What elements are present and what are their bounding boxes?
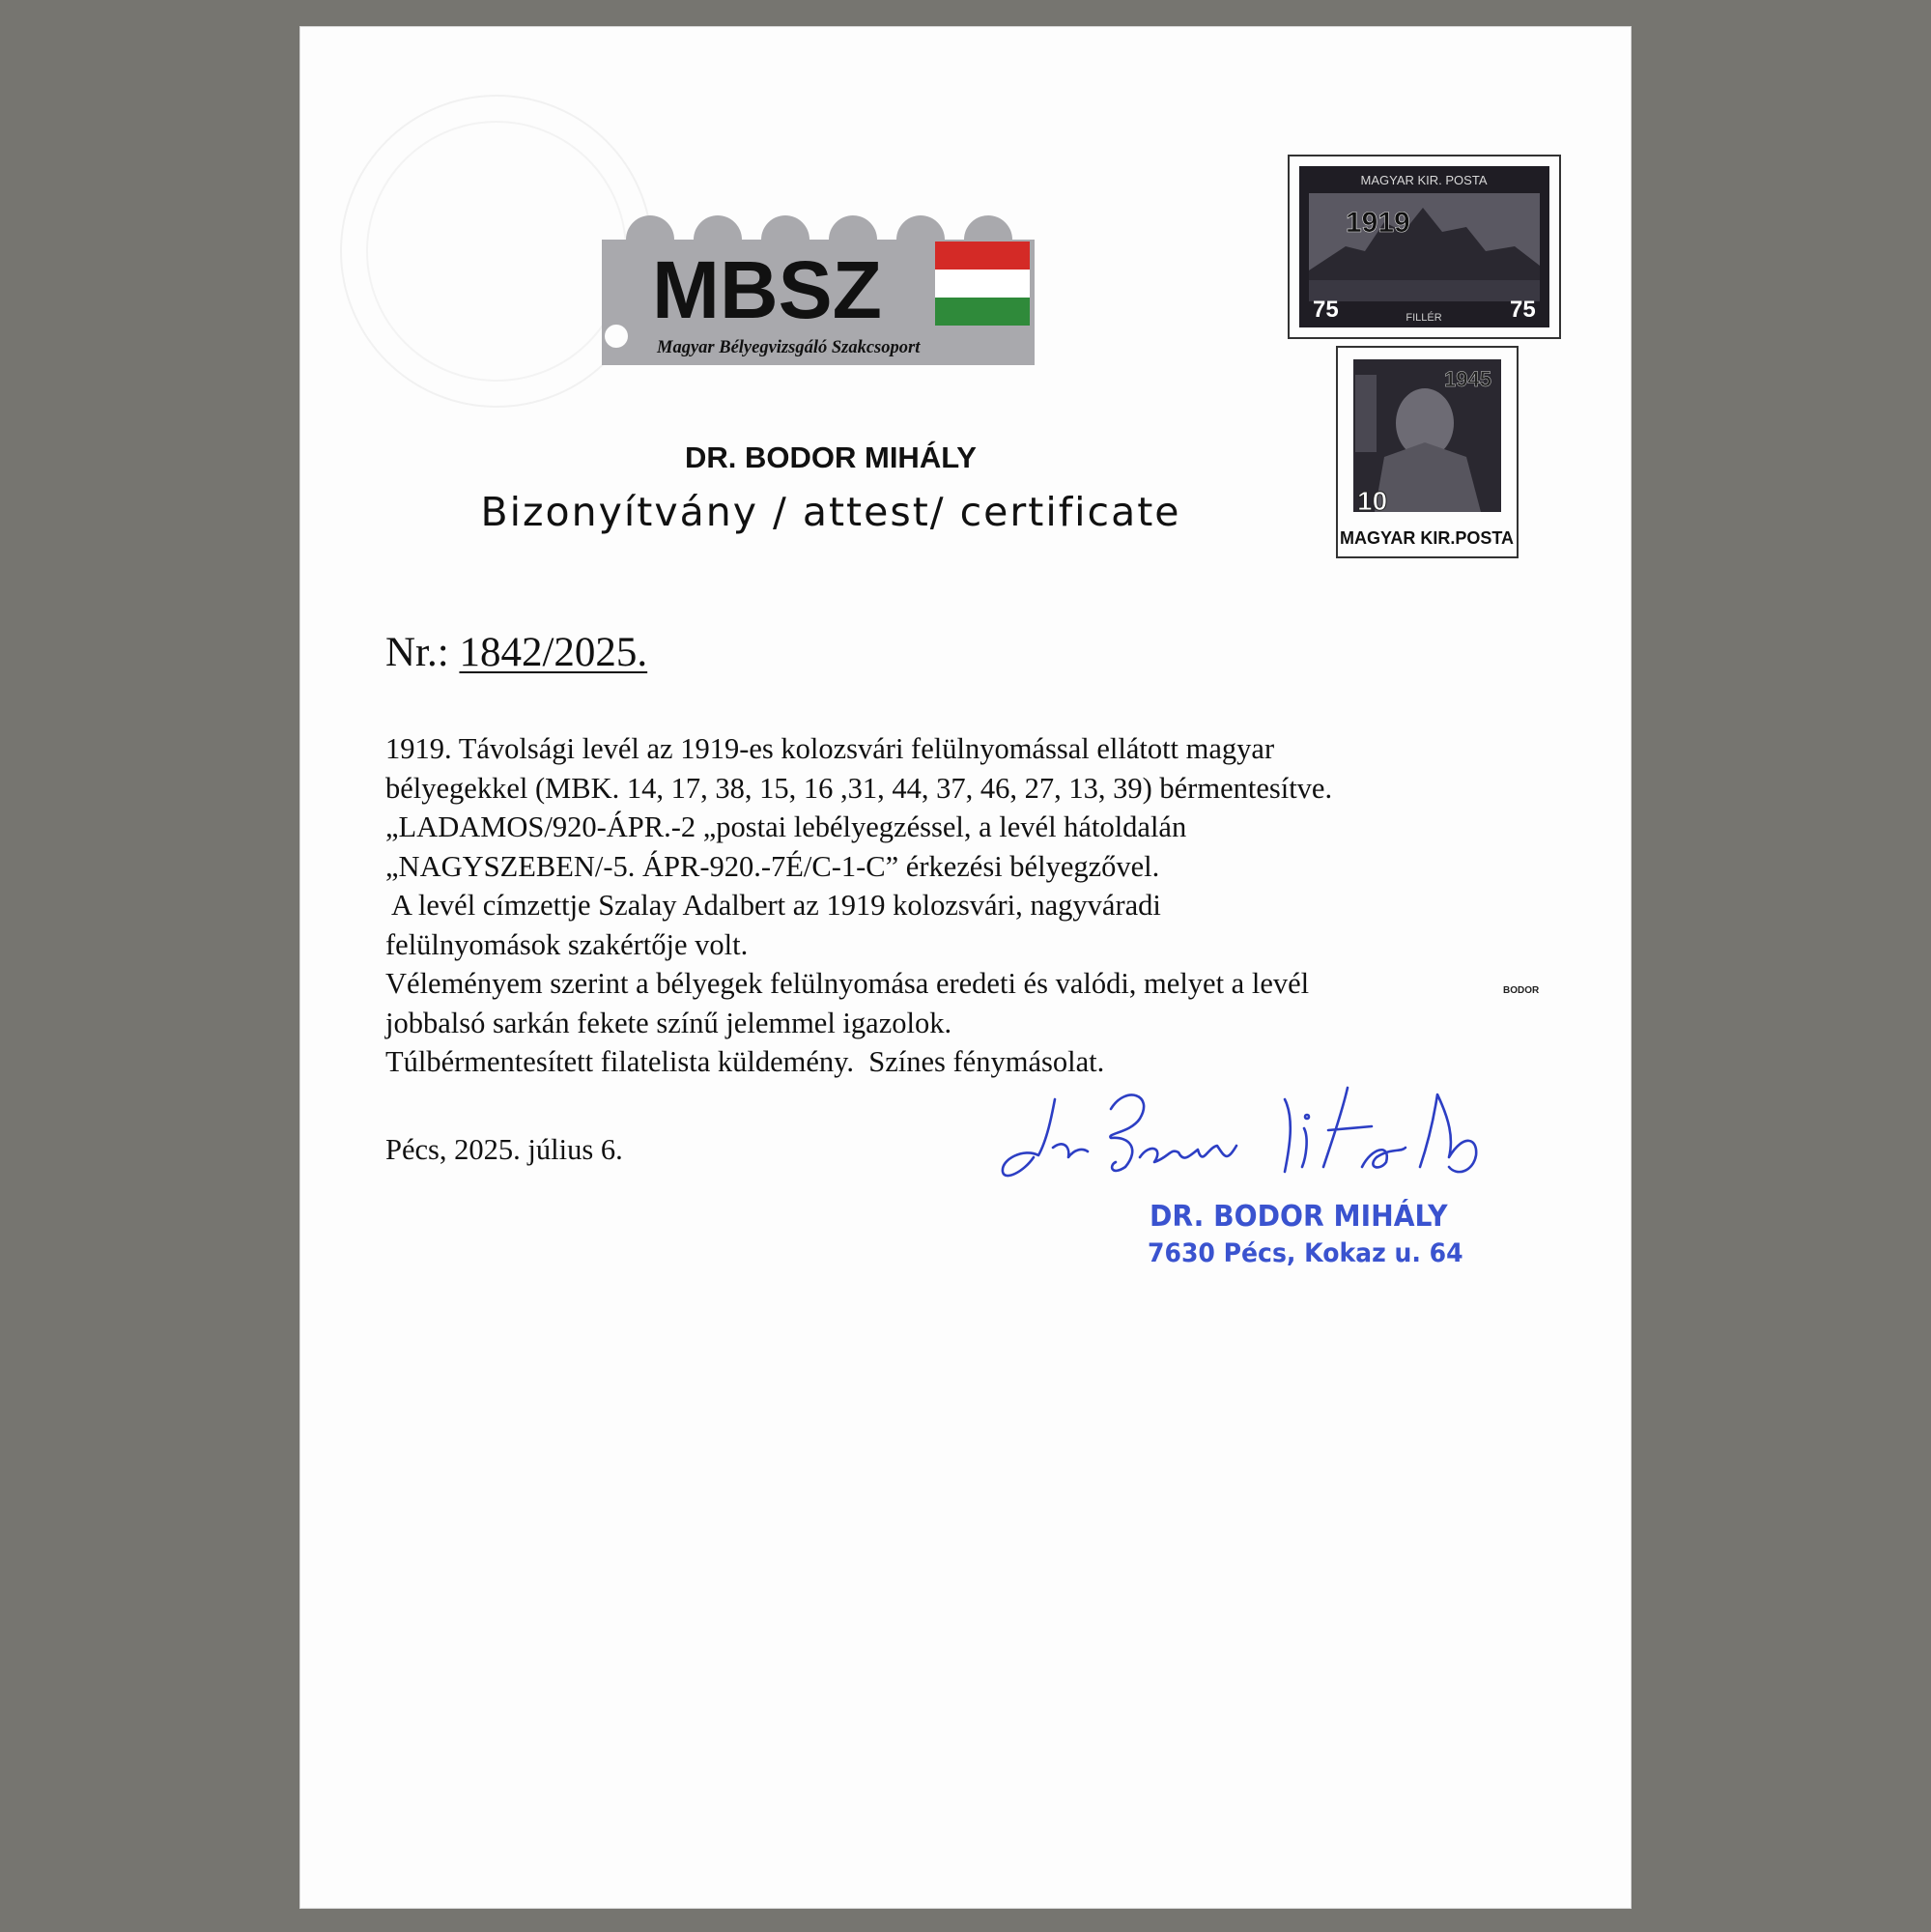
svg-text:10: 10 [1357, 486, 1388, 516]
svg-text:75: 75 [1313, 297, 1339, 323]
body-line: A levél címzettje Szalay Adalbert az 1919 kolozsvári, nagyváradi [385, 889, 1161, 922]
svg-text:1945: 1945 [1444, 367, 1491, 391]
place-and-date: Pécs, 2025. július 6. [385, 1133, 623, 1166]
certificate-body [385, 729, 1564, 1082]
handwritten-signature [995, 1080, 1521, 1194]
expert-signature-mark: BODOR [1503, 985, 1540, 996]
stamp-image-2 [1336, 346, 1519, 558]
svg-text:MAGYAR KIR.POSTA: MAGYAR KIR.POSTA [1339, 528, 1515, 548]
flag-green [935, 298, 1030, 326]
certificate-title: Bizonyítvány / attest/ certificate [480, 489, 1181, 535]
rubber-stamp-address: 7630 Pécs, Kokaz u. 64 [1148, 1238, 1463, 1268]
svg-text:1919: 1919 [1346, 207, 1410, 239]
svg-text:MAGYAR KIR. POSTA: MAGYAR KIR. POSTA [1360, 173, 1488, 187]
nr-label: Nr.: [385, 630, 449, 675]
logo-subtitle: Magyar Bélyegvizsgáló Szakcsoport [657, 338, 921, 357]
svg-text:FILLÉR: FILLÉR [1406, 312, 1442, 324]
body-line: Túlbérmentesített filatelista küldemény. Színes fénymásolat. [385, 1045, 1105, 1078]
body-line: jobbalsó sarkán fekete színű jelemmel igazolok. [385, 1006, 952, 1039]
body-line: „LADAMOS/920-ÁPR.-2 „postai lebélyegzéssel, a levél hátoldalán [385, 810, 1187, 843]
nr-value: 1842/2025. [459, 630, 648, 675]
rubber-stamp-name: DR. BODOR MIHÁLY [1150, 1200, 1448, 1234]
body-line: „NAGYSZEBEN/-5. ÁPR-920.-7É/C-1-C” érkezési bélyegzővel. [385, 849, 1160, 883]
issuer-name: DR. BODOR MIHÁLY [685, 440, 977, 474]
certificate-number [385, 629, 647, 676]
body-line: Véleményem szerint a bélyegek felülnyomása eredeti és valódi, melyet a levél [385, 967, 1310, 1000]
flag-white [935, 270, 1030, 298]
body-line: bélyegekkel (MBK. 14, 17, 38, 15, 16 ,31, 44, 37, 46, 27, 13, 39) bérmentesítve. [385, 771, 1333, 805]
body-line: 1919. Távolsági levél az 1919-es kolozsvári felülnyomással ellátott magyar [385, 732, 1275, 765]
logo-text: MBSZ [652, 244, 882, 335]
flag-red [935, 242, 1030, 270]
svg-text:75: 75 [1510, 297, 1536, 323]
stamp-image-1 [1288, 155, 1561, 339]
mbsz-logo [602, 191, 1035, 365]
body-line: felülnyomások szakértője volt. [385, 927, 749, 961]
